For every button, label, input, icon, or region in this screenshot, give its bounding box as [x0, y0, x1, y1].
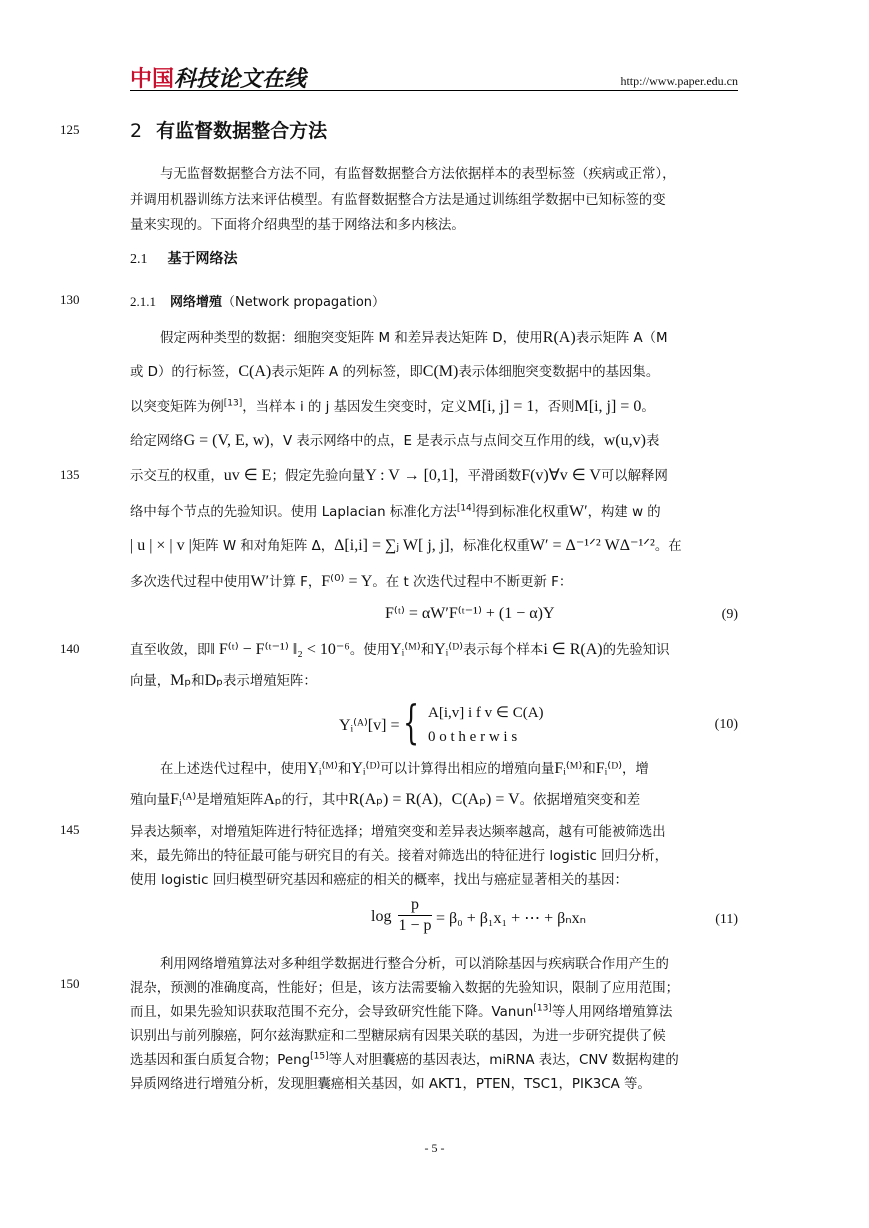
math-inline: F⁽⁰⁾ = Y — [321, 573, 373, 590]
equation-10-brace: { — [403, 695, 420, 749]
math-inline: Yᵢ⁽ᴰ⁾ — [434, 641, 463, 658]
math-inline: W′ — [569, 503, 588, 520]
intro-line: 与无监督数据整合方法不同，有监督数据整合方法依据样本的表型标签（疾病或正常）， — [160, 167, 676, 182]
math-inline: G = (V, E, w) — [183, 432, 270, 449]
section-number: 2 — [130, 120, 143, 142]
p3-line-5: 使用 logistic 回归模型研究基因和癌症的相关的概率，找出与癌症显著相关的基因： — [130, 873, 628, 888]
p3-line-2: 殖向量Fᵢ⁽ᴬ⁾是增殖矩阵Aₚ的行，其中R(Aₚ) = R(A)，C(Aₚ) = V。依据增殖突变和差 — [130, 791, 641, 808]
p2-line-1: 直至收敛，即‖ F⁽ᵗ⁾ − F⁽ᵗ⁻¹⁾ ‖₂ < 10⁻⁶。使用Yᵢ⁽ᴹ⁾和Yᵢ⁽ᴰ⁾表示每个样本i ∈ R(A)的先验知识 — [130, 641, 670, 658]
line-number: 130 — [60, 292, 80, 307]
math-inline: M[i, j] = 1 — [467, 398, 535, 415]
p1-line-5: 示交互的权重，uv ∈ E；假定先验向量Y : V → [0,1]，平滑函数F(v)∀v ∈ V可以解释网 — [130, 467, 668, 484]
math-inline: Yᵢ⁽ᴰ⁾ — [351, 760, 381, 777]
equation-10-lhs: Yᵢ⁽ᴬ⁾[v] = — [339, 717, 400, 734]
equation-number: (10) — [714, 717, 738, 732]
p2-line-2: 向量，Mₚ和Dₚ表示增殖矩阵： — [130, 672, 317, 689]
math-inline: C(A) — [238, 363, 272, 380]
fraction-bar — [398, 915, 432, 916]
math-inline: | u | × | v | — [130, 537, 192, 554]
line-number: 145 — [60, 822, 80, 837]
p1-line-4: 给定网络G = (V, E, w)，V 表示网络中的点，E 是表示点与点间交互作用的线，w(u,v)表 — [130, 432, 660, 449]
equation-11-fraction — [398, 896, 432, 935]
math-inline: Y : V → [0,1] — [365, 467, 455, 484]
p1-line-3: 以突变矩阵为例[13]，当样本 i 的 j 基因发生突变时，定义M[i, j] = 1，否则M[i, j] = 0。 — [130, 398, 655, 415]
math-inline: F(v)∀v ∈ V — [521, 467, 601, 484]
line-number: 125 — [60, 122, 80, 137]
citation: [13] — [223, 398, 243, 409]
math-inline: Fᵢ⁽ᴰ⁾ — [595, 760, 622, 777]
p3-line-3: 异表达频率，对增殖矩阵进行特征选择；增殖突变和差异表达频率越高，越有可能被筛选出 — [130, 825, 666, 840]
p1-line-1: 假定两种类型的数据：细胞突变矩阵 M 和差异表达矩阵 D，使用R(A)表示矩阵 A（M — [160, 329, 668, 346]
section-title: 有监督数据整合方法 — [156, 120, 328, 142]
math-inline: Mₚ — [170, 672, 192, 689]
section-heading — [130, 116, 327, 143]
equation-10-case-2: 0 o t h e r w i s — [428, 729, 518, 745]
p3-line-1: 在上述迭代过程中，使用Yᵢ⁽ᴹ⁾和Yᵢ⁽ᴰ⁾可以计算得出相应的增殖向量Fᵢ⁽ᴹ⁾和Fᵢ⁽ᴰ⁾，增 — [160, 760, 649, 777]
math-inline: Aₚ — [263, 791, 282, 808]
p4-line-1: 利用网络增殖算法对多种组学数据进行整合分析，可以消除基因与疾病联合作用产生的 — [160, 957, 669, 972]
math-inline: C(M) — [422, 363, 459, 380]
math-inline: R(A) — [542, 329, 576, 346]
subsubsection-title-en: （Network propagation） — [222, 295, 386, 310]
equation-11-rhs: = β₀ + β₁x₁ + ⋯ + βₙxₙ — [436, 910, 586, 927]
page-number: - 5 - — [424, 1141, 445, 1155]
p4-line-4: 识别出与前列腺癌，阿尔兹海默症和二型糖尿病有因果关联的基因，为进一步研究提供了候 — [130, 1029, 666, 1044]
math-inline: Fᵢ⁽ᴬ⁾ — [170, 791, 197, 808]
header-url: http://www.paper.edu.cn — [620, 74, 738, 88]
subsection-number: 2.1 — [130, 252, 148, 267]
citation: [15] — [310, 1051, 329, 1062]
math-inline: Dₚ — [204, 672, 224, 689]
math-inline: W′ = Δ⁻¹ᐟ² WΔ⁻¹ᐟ² — [529, 537, 655, 554]
equation-10-case-1: A[i,v] i f v ∈ C(A) — [428, 705, 544, 721]
p4-line-5: 选基因和蛋白质复合物；Peng[15]等人对胆囊癌的基因表达，miRNA 表达，CNV 数据构建的 — [130, 1051, 679, 1068]
intro-line: 量来实现的。下面将介绍典型的基于网络法和多内核法。 — [130, 218, 465, 233]
line-number: 135 — [60, 467, 80, 482]
p4-line-3: 而且，如果先验知识获取范围不充分，会导致研究性能下降。Vanun[13]等人用网络增殖算法 — [130, 1003, 673, 1020]
math-inline: ‖ F⁽ᵗ⁾ − F⁽ᵗ⁻¹⁾ ‖₂ < 10⁻⁶ — [210, 641, 350, 658]
math-inline: Δ[i,i] = ∑ⱼ W[ j, j] — [334, 537, 450, 554]
equation-11-log: log — [371, 908, 392, 925]
p4-line-6: 异质网络进行增殖分析，发现胆囊癌相关基因，如 AKT1，PTEN，TSC1，PIK3CA 等。 — [130, 1077, 651, 1092]
equation-number: (9) — [721, 607, 738, 622]
equation-number: (11) — [715, 912, 738, 927]
p1-line-6: 络中每个节点的先验知识。使用 Laplacian 标准化方法[14]得到标准化权重W′，构建 w 的 — [130, 503, 661, 520]
subsubsection-title: 网络增殖 — [170, 295, 223, 310]
intro-line: 并调用机器训练方法来评估模型。有监督数据整合方法是通过训练组学数据中已知标签的变 — [130, 193, 666, 208]
header-rule — [130, 90, 738, 91]
logo-red-text: 中国 — [130, 67, 175, 92]
math-inline: R(Aₚ) = R(A) — [348, 791, 439, 808]
p1-line-8: 多次迭代过程中使用W′计算 F，F⁽⁰⁾ = Y。在 t 次迭代过程中不断更新 F： — [130, 573, 573, 590]
fraction-denominator: 1 − p — [398, 917, 432, 934]
math-inline: C(Aₚ) = V — [451, 791, 520, 808]
line-number: 140 — [60, 641, 80, 656]
equation-9: F⁽ᵗ⁾ = αW′F⁽ᵗ⁻¹⁾ + (1 − α)Y — [385, 605, 555, 622]
math-inline: w(u,v) — [603, 432, 646, 449]
subsection-heading — [130, 248, 238, 268]
math-inline: M[i, j] = 0 — [574, 398, 642, 415]
subsubsection-heading — [130, 291, 385, 310]
p3-line-4: 来，最先筛出的特征最可能与研究目的有关。接着对筛选出的特征进行 logistic 回归分析， — [130, 849, 669, 864]
math-inline: Yᵢ⁽ᴹ⁾ — [307, 760, 338, 777]
p1-line-7: | u | × | v |矩阵 W 和对角矩阵 Δ，Δ[i,i] = ∑ⱼ W[ j, j]，标准化权重W′ = Δ⁻¹ᐟ² WΔ⁻¹ᐟ²。在 — [130, 537, 682, 554]
math-inline: i ∈ R(A) — [543, 641, 603, 658]
citation: [14] — [456, 503, 476, 514]
p1-line-2: 或 D）的行标签，C(A)表示矩阵 A 的列标签，即C(M)表示体细胞突变数据中的基因集。 — [130, 363, 660, 380]
logo-black-text: 科技论文在线 — [174, 67, 307, 92]
math-inline: Fᵢ⁽ᴹ⁾ — [554, 760, 583, 777]
fraction-numerator: p — [411, 896, 419, 913]
math-inline: uv ∈ E — [223, 467, 272, 484]
line-number: 150 — [60, 976, 80, 991]
subsubsection-number: 2.1.1 — [130, 294, 156, 309]
subsection-title: 基于网络法 — [167, 251, 238, 267]
journal-logo — [130, 62, 306, 93]
math-inline: W′ — [250, 573, 270, 590]
p4-line-2: 混杂，预测的准确度高，性能好；但是，该方法需要输入数据的先验知识，限制了应用范围； — [130, 981, 680, 996]
citation: [13] — [533, 1003, 552, 1014]
math-inline: Yᵢ⁽ᴹ⁾ — [390, 641, 421, 658]
